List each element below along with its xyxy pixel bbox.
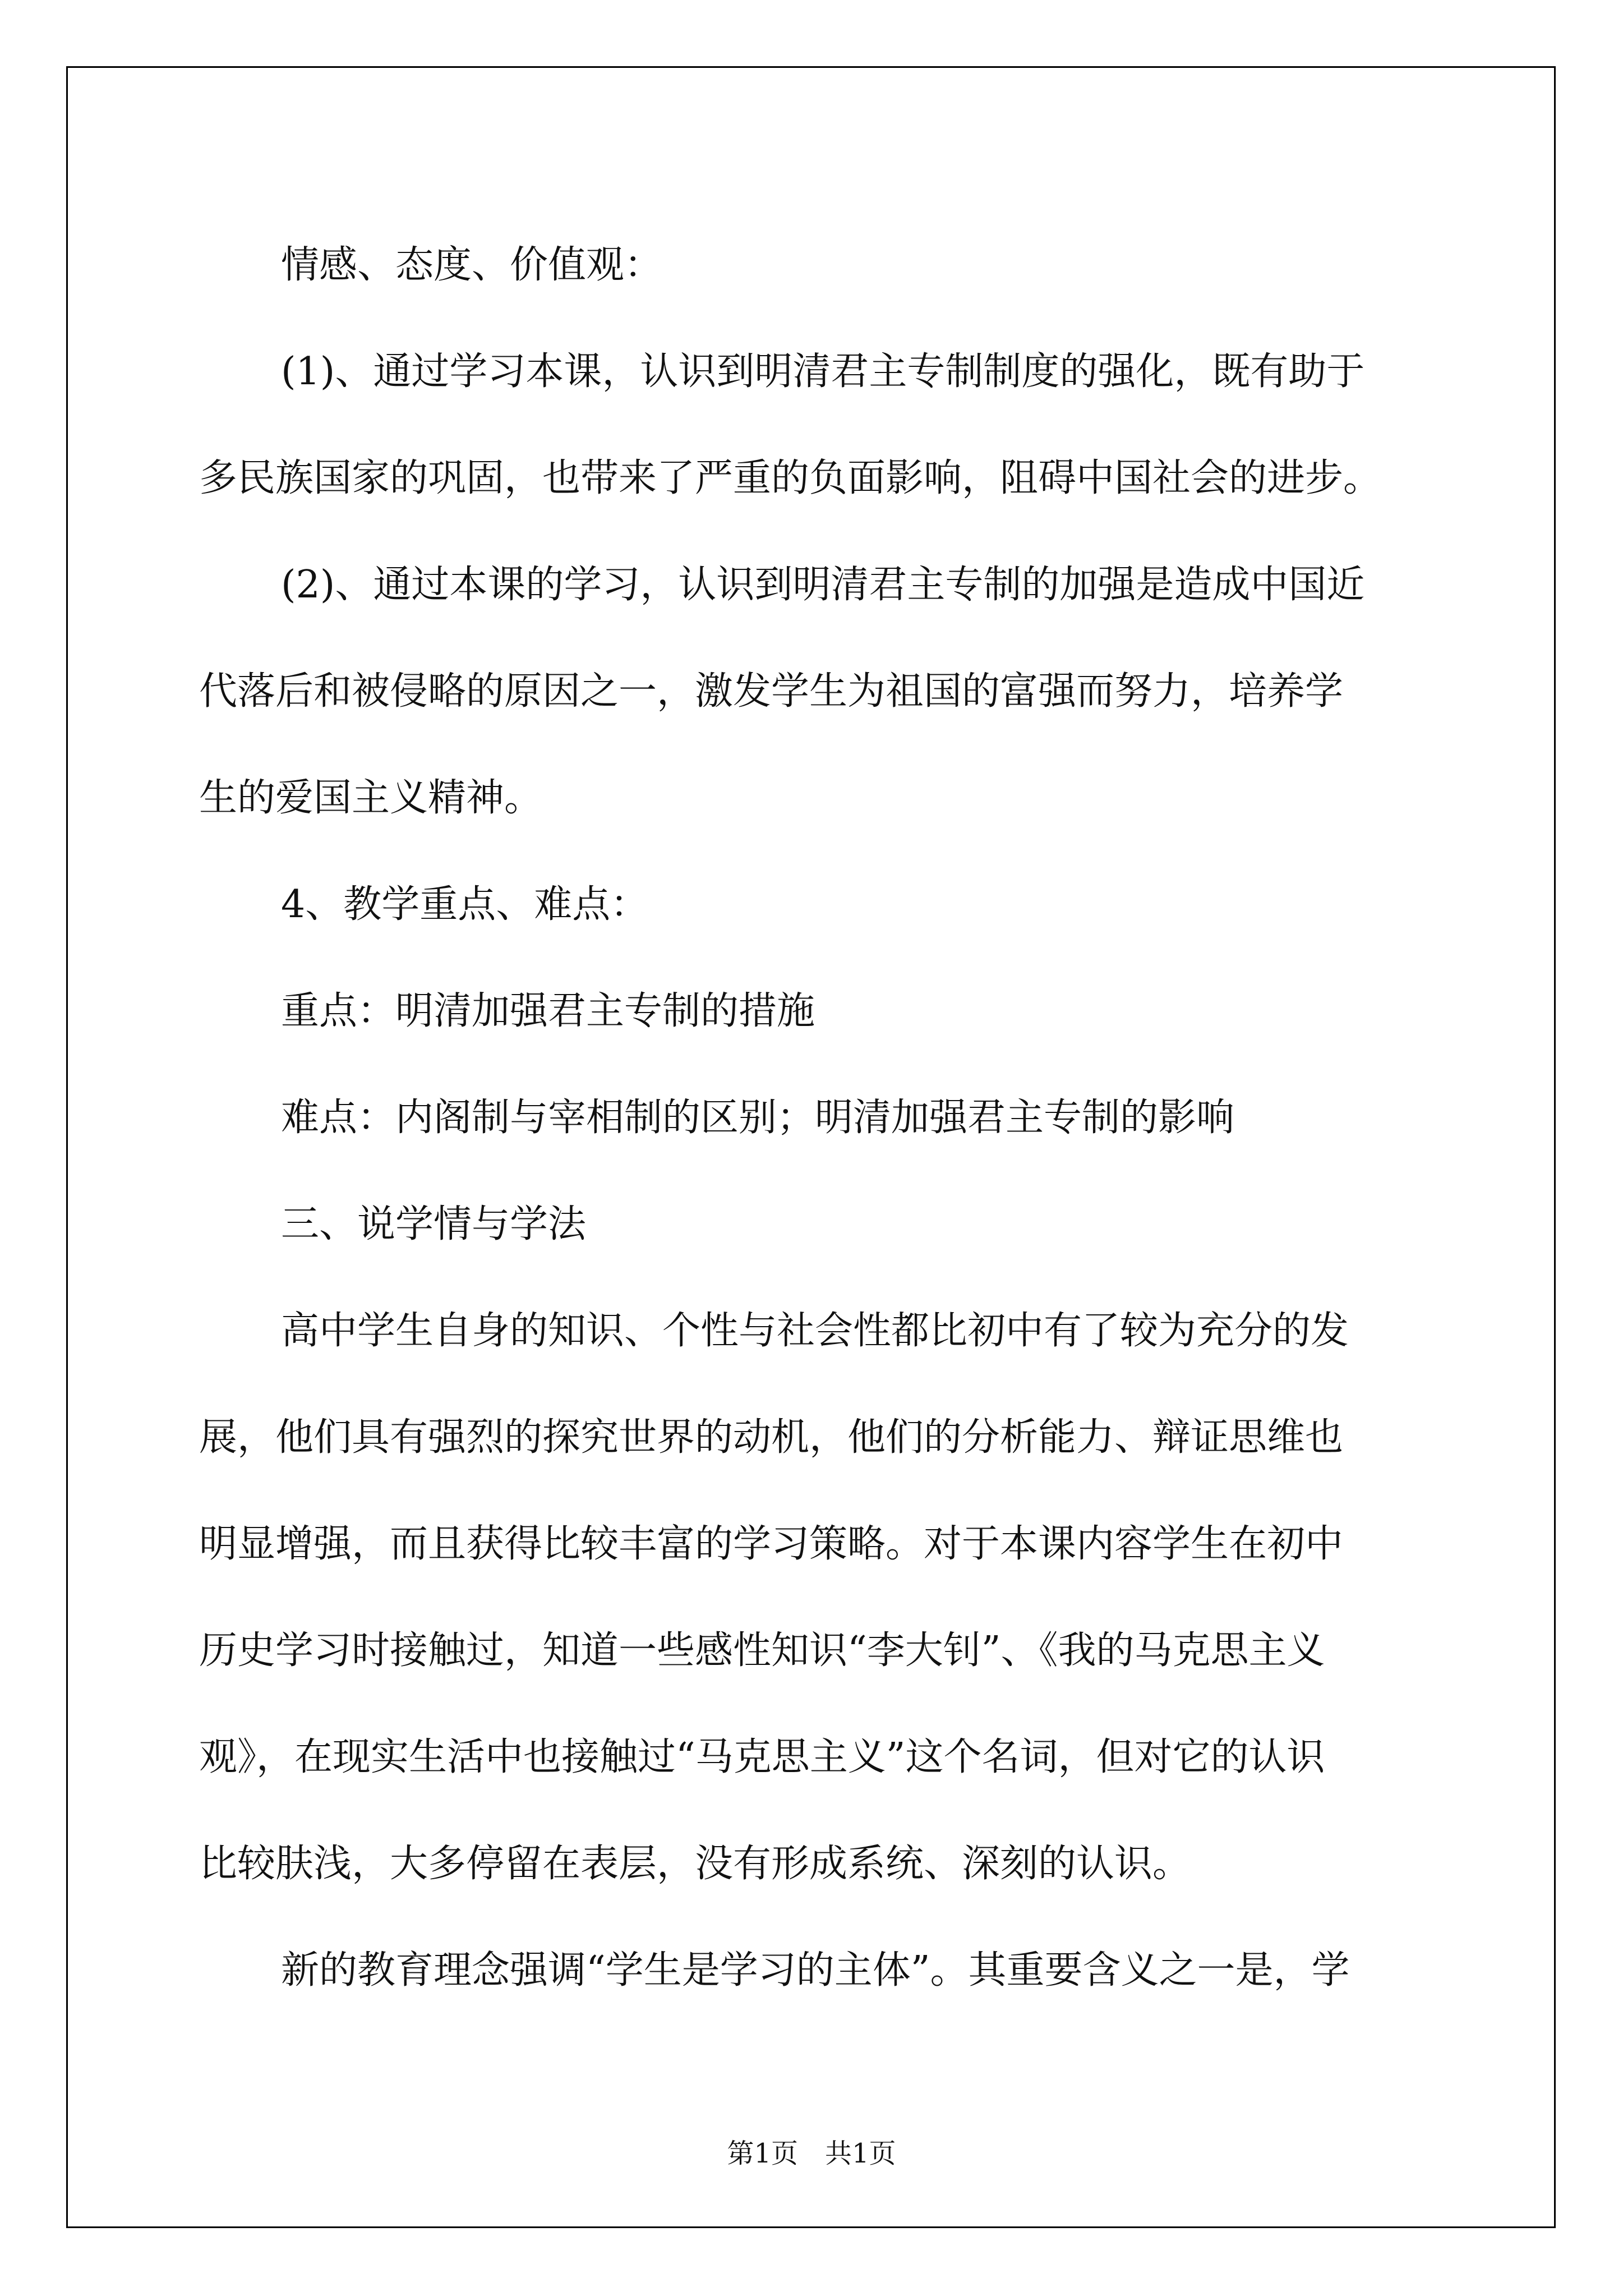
text-line: 新的教育理念强调“学生是学习的主体”。其重要含义之一是，学 xyxy=(281,1948,1350,1993)
text-line: 难点：内阁制与宰相制的区别；明清加强君主专制的影响 xyxy=(281,1096,1235,1140)
text-line: 观》，在现实生活中也接触过“马克思主义”这个名词，但对它的认识 xyxy=(199,1735,1325,1779)
text-line: (2)、通过本课的学习，认识到明清君主专制的加强是造成中国近 xyxy=(281,563,1365,607)
page-footer xyxy=(0,2132,1623,2170)
text-line: (1)、通过学习本课，认识到明清君主专制制度的强化，既有助于 xyxy=(281,349,1365,394)
text-line: 多民族国家的巩固，也带来了严重的负面影响，阻碍中国社会的进步。 xyxy=(199,456,1382,500)
document-body xyxy=(199,212,1433,2024)
text-line: 高中学生自身的知识、个性与社会性都比初中有了较为充分的发 xyxy=(281,1309,1349,1353)
text-line: 生的爱国主义精神。 xyxy=(199,776,543,820)
page-number-total: 共1页 xyxy=(825,2138,896,2169)
text-line: 比较肤浅，大多停留在表层，没有形成系统、深刻的认识。 xyxy=(199,1842,1191,1886)
text-line: 情感、态度、价值观： xyxy=(281,243,663,287)
page-number-current: 第1页 xyxy=(727,2138,798,2169)
text-line: 代落后和被侵略的原因之一，激发学生为祖国的富强而努力，培养学 xyxy=(199,669,1344,714)
text-line: 展，他们具有强烈的探究世界的动机，他们的分析能力、辩证思维也 xyxy=(199,1415,1344,1460)
text-line: 历史学习时接触过，知道一些感性知识“李大钊”、《我的马克思主义 xyxy=(199,1628,1325,1673)
text-line: 三、说学情与学法 xyxy=(281,1202,587,1246)
text-line: 明显增强，而且获得比较丰富的学习策略。对于本课内容学生在初中 xyxy=(199,1522,1344,1566)
text-line: 重点：明清加强君主专制的措施 xyxy=(281,989,815,1033)
text-line: 4、教学重点、难点： xyxy=(281,882,649,927)
